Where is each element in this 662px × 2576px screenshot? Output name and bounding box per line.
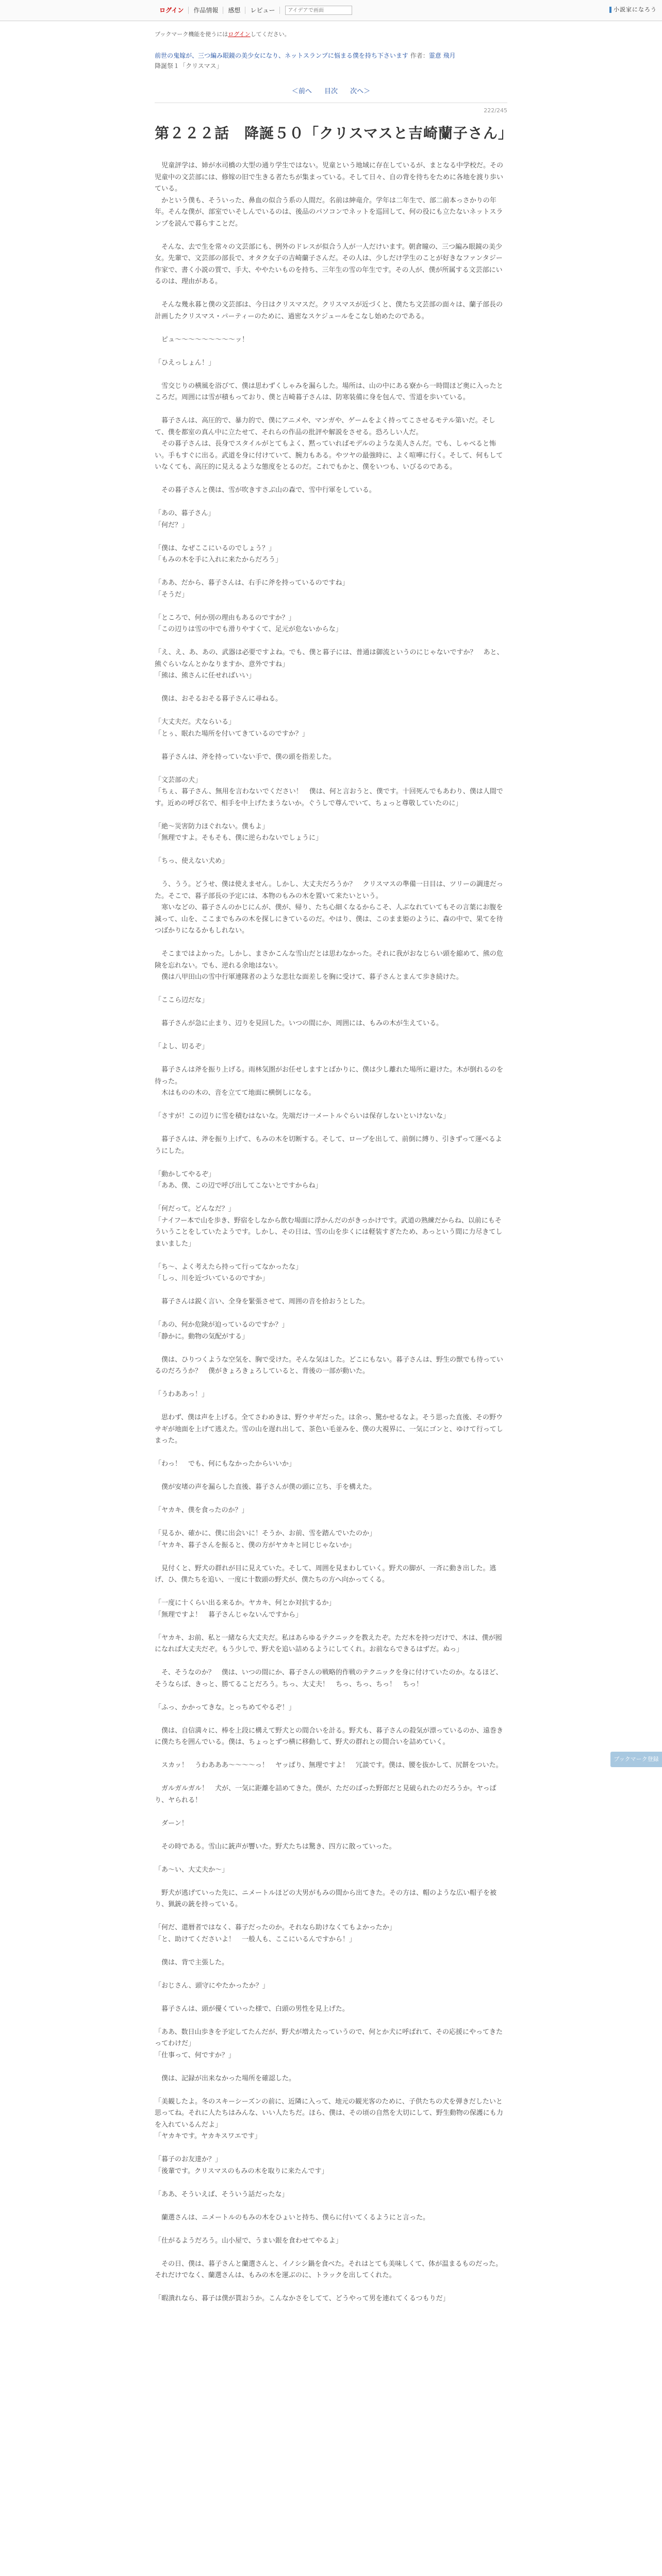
body-paragraph: その日、僕は、暮子さんと蘭選さんと、イノシシ鍋を食べた。それはとても美味しくて、体が温まるものだった。それだけでなく、蘭選さんは、もみの木を運ぶのに、トラックを出してくれた。	[155, 2260, 503, 2279]
body-paragraph: 暮子さんは、斧を持っていない手で、僕の頭を指差した。	[155, 753, 336, 761]
body-paragraph: 僕は、背で主張した。	[155, 1958, 229, 1967]
body-paragraph	[155, 1308, 507, 1320]
body-paragraph: 「さすが！この辺りに雪を積むはないな。先端だけ一メートルぐらいは保存しないといけないな」	[155, 1112, 450, 1120]
body-paragraph	[155, 1192, 507, 1204]
body-paragraph	[155, 1494, 507, 1505]
body-paragraph	[155, 288, 507, 300]
toc-link[interactable]: 目次	[324, 88, 338, 95]
body-paragraph: 「もみの木を手に入れに来たからだろう」	[155, 556, 283, 564]
body-paragraph: 「ふっ、かかってきな。とっちめてやるぞ！」	[155, 1703, 295, 1711]
body-paragraph: 僕は、おそるおそる暮子さんに尋ねる。	[155, 695, 283, 703]
body-paragraph: 思わず、僕は声を上げる。全てさわめきは、野ウサギだった。は余っ、驚かせるなよ。そう思った直後、その野ウサギが地面を上げて逃えた。雪の山を遅れ出して、茶色い毛並みを、僕の大視界に、一気にゴンと、ゆけて行ってしまった。	[155, 1414, 503, 1445]
body-paragraph: 「あの、何か危険が迫っているのですか？」	[155, 1321, 289, 1329]
body-paragraph	[155, 1053, 507, 1065]
body-paragraph: 「ここら辺だな」	[155, 996, 209, 1004]
body-paragraph: その暮子さんと僕は、雪が吹きすさぶ山の森で、雪中行軍をしている。	[155, 486, 376, 494]
body-paragraph	[155, 1853, 507, 1865]
body-paragraph: ピュ〜〜〜〜〜〜〜〜〜ッ！	[155, 335, 249, 344]
body-paragraph	[155, 1285, 507, 1297]
body-paragraph	[155, 323, 507, 334]
body-paragraph	[155, 230, 507, 242]
body-paragraph	[155, 1945, 507, 1957]
body-paragraph: 「ちっ、使えない犬め」	[155, 857, 229, 865]
body-paragraph: 「熊は、熊さんに任せればいい」	[155, 672, 256, 680]
body-paragraph	[155, 497, 507, 509]
body-paragraph	[155, 2282, 507, 2294]
body-paragraph: そんな、去で生を常々の文芸部にも、例外のドレスが似合う人が一人だけいます。朝倉瞳の、三つ編み眼鏡の美少女。先輩で、文芸部の部長で、オタク女子の吉崎蘭子さんだ。その人は、少しだけ学生のことが好きなファンタジー作家で、書く小説の質で、手大、ややたいものを持ち、三年生の雪の年生です。その人が、僕が所属する文芸部にいるのは、理由がある。	[155, 243, 503, 285]
body-paragraph: 「後輩です。クリスマスのもみの木を取りに来たんです」	[155, 2167, 328, 2175]
body-paragraph: 「何だ？」	[155, 521, 189, 529]
body-paragraph: 「ああ、そういえば、そういう話だったな」	[155, 2190, 289, 2198]
login-link[interactable]: ログイン	[155, 7, 189, 14]
body-paragraph: 「あ〜い、大丈夫か〜」	[155, 1866, 229, 1874]
body-paragraph	[155, 1447, 507, 1459]
body-paragraph: その時である。雪山に銃声が響いた。野犬たちは驚き、四方に散っていった。	[155, 1842, 396, 1851]
breadcrumb	[155, 50, 507, 71]
body-paragraph: 「仕事って、何ですか？」	[155, 2051, 235, 2059]
body-paragraph	[155, 868, 507, 879]
body-paragraph: う、うう。どうせ、僕は使えません。しかし、大丈夫だろうか？ クリスマスの準備一日目は、ツリーの調達だった。そこで、暮子部長の予定には、本物のもみの木を置いて来たいという。	[155, 880, 503, 900]
body-paragraph: 僕は、自信満々に、棒を上段に構えて野犬との間合いを計る。野犬も、暮子さんの殺気が漂っているのか、遠巻きに僕たちを囲んでいる。僕は、ちょっとずつ横に移動して、野犬の群れとの間合いを詰めていく。	[155, 1726, 504, 1746]
body-paragraph	[155, 473, 507, 485]
body-paragraph: 「何だ、還暦者ではなく、暮子だったのか。それなら助けなくてもよかったか」	[155, 1924, 396, 1931]
body-paragraph	[155, 346, 507, 358]
body-paragraph	[155, 1586, 507, 1598]
body-paragraph	[155, 682, 507, 694]
page-number: 222/245	[484, 107, 507, 114]
body-paragraph	[155, 1772, 507, 1784]
body-paragraph	[155, 1656, 507, 1668]
body-paragraph	[155, 1969, 507, 1980]
body-paragraph: 「美観したよ。冬のスキーシーズンの前に、近隣に入って、地元の観光客のために、子供たちの犬を弾きだしたいと思ってね。それに人たちはみんな、いい人たちだ。ほら、僕は、その頃の自然を大切にして、野生動物の保護にも力を入れているんだよ」	[155, 2097, 503, 2129]
chapter-body	[155, 160, 507, 2305]
body-paragraph: 暮子さんは、斧を振り上げて、もみの木を切断する。そして、ロープを出して、前倒に縛り、引きずって運べるようにした。	[155, 1136, 502, 1155]
body-paragraph: 蘭選さんは、ニメートルのもみの木をひょいと持ち、僕らに付いてくるようにと言った。	[155, 2213, 430, 2222]
body-paragraph: スカッ！ うわあああ〜〜〜〜っ！ ヤッぱり、無理ですよ！ 冗談です。僕は、腰を抜かして、尻餅をついた。	[155, 1761, 503, 1769]
chapter-pager	[155, 86, 507, 95]
search-input[interactable]	[285, 6, 352, 15]
body-paragraph: ダーン！	[155, 1819, 188, 1827]
body-paragraph	[155, 1551, 507, 1563]
main-content	[155, 30, 513, 2305]
body-paragraph: 「絶～災害防力ほぐれない。僕もよ」	[155, 822, 269, 831]
body-paragraph: 「ああ、だから、暮子さんは、右手に斧を持っているのですね」	[155, 579, 349, 587]
body-paragraph: 「この辺りは雪の中でも滑りやすくて、足元が危ないからな」	[155, 625, 342, 633]
body-paragraph: 僕が安堵の声を漏らした直後、暮子さんが僕の頭に立ち、手を構えた。	[155, 1483, 376, 1491]
bookmark-side-tab[interactable]: ブックマーク登録	[610, 1752, 662, 1767]
body-paragraph	[155, 1007, 507, 1019]
next-link[interactable]: 次へ＞	[350, 88, 371, 95]
body-paragraph	[155, 2200, 507, 2212]
body-paragraph: 「ああ、僕、この辺で呼び出してこないとですからね」	[155, 1182, 322, 1190]
body-paragraph: 「静かに。動物の気配がする」	[155, 1332, 249, 1341]
body-paragraph: 僕は、ひりつくような空気を、胸で受けた。そんな気はした。どこにもない。暮子さんは、野生の獣でも待っているのだろうか？ 僕がきょろきょろしていると、背後の一部が動いた。	[155, 1355, 504, 1375]
body-paragraph	[155, 1621, 507, 1633]
body-paragraph	[155, 2224, 507, 2235]
body-paragraph	[155, 763, 507, 775]
body-paragraph	[155, 1123, 507, 1134]
body-paragraph	[155, 1470, 507, 1482]
body-paragraph	[155, 1806, 507, 1818]
site-logo[interactable]: 小説家になろう	[609, 5, 657, 13]
body-paragraph: 「ナイフー本で山を歩き、野宿をしなから飲む場面に浮かんだのがきっかけです。武道の熟練だからね、以前にもそういうことをしていたようです。しかし、その日は、雪の山を歩くには軽装すぎたため、あっという間に力尽きてしまいました」	[155, 1216, 503, 1248]
body-paragraph: 「ところで、何か別の理由もあるのですか？」	[155, 614, 295, 622]
breadcrumb-chapter-group: 降誕祭１「クリスマス」	[155, 62, 223, 70]
body-paragraph: 「ヤカキ、お前、私と一緒なら大丈夫だ。私はあらゆるテクニックを教えたぞ。ただ木を持つだけで、木は、僕が囮になれば大丈夫だぞ。もう少しで、野犬を追い詰めるようにしてくれ。お前ならできるはずだ。ぬっ」	[155, 1634, 502, 1653]
body-paragraph: 暮子さんは鋭く言い、全身を緊張させて、周囲の音を拾おうとした。	[155, 1298, 369, 1306]
body-paragraph	[155, 1876, 507, 1888]
body-paragraph: 「ヤカキです。ヤカキスワエです」	[155, 2132, 261, 2140]
body-paragraph: 「とぅ、眠れた場所を付いてきているのですか？」	[155, 730, 309, 738]
body-paragraph	[155, 1378, 507, 1389]
body-paragraph: 「おじさん、頭守にやたかったか？」	[155, 1981, 269, 1990]
body-paragraph	[155, 1517, 507, 1529]
breadcrumb-series-link[interactable]: 前世の鬼嫁が、三つ編み眼鏡の美少女になり、ネットスランプに悩まる僕を持ち下さいます	[155, 52, 408, 59]
top-nav-links	[155, 3, 352, 18]
body-paragraph: 見付くと、野犬の群れが目に見えていた。そして、周囲を見まわしていく。野犬の脚が、一斉に動き出した。逃げ、ひ、僕たちを追い、一度に十数頭の野犬が、僕たちの方へ向かってくる。	[155, 1564, 496, 1584]
nav-reviews[interactable]: レビュー	[245, 7, 280, 14]
body-paragraph: 暮子さんは、高圧的で、暴力的で、僕にアニメや、マンガや、ゲームをよく持ってこさせるモテル第いだ。そして、僕を都室の真ん中に立たせて、それらの作品の批評や解説をさせる。恐ろしい人だ。	[155, 417, 495, 436]
body-paragraph: 「ち〜、よく考えたら持って行ってなかったな」	[155, 1263, 303, 1271]
body-paragraph: 暮子さんが急に止まり、辺りを見回した。いつの間にか、周囲には、もみの木が生えている。	[155, 1020, 443, 1027]
body-paragraph: 「そうだ」	[155, 590, 189, 599]
body-paragraph	[155, 1157, 507, 1169]
body-paragraph	[155, 1690, 507, 1702]
body-paragraph	[155, 984, 507, 995]
prev-link[interactable]: ＜前へ	[291, 88, 312, 95]
notice-prefix: ブックマーク機能を使うには	[155, 31, 228, 38]
body-paragraph	[155, 1250, 507, 1262]
body-paragraph	[155, 636, 507, 648]
body-paragraph: 「暮子のお友達か？」	[155, 2156, 222, 2163]
bookmark-notice	[155, 30, 507, 39]
body-paragraph: 「よし、切るぞ」	[155, 1043, 209, 1050]
body-paragraph	[155, 601, 507, 613]
body-paragraph: 「大丈夫だ。犬ならいる」	[155, 718, 236, 726]
body-paragraph	[155, 1749, 507, 1760]
notice-login-link[interactable]: ログイン	[228, 31, 251, 38]
body-paragraph	[155, 809, 507, 821]
body-paragraph: 「ひえっしょん！」	[155, 359, 216, 367]
notice-suffix: してください。	[250, 31, 290, 38]
body-paragraph	[155, 369, 507, 381]
body-paragraph: 「無理ですよ！ 暮子さんじゃないんですから」	[155, 1611, 303, 1619]
body-paragraph	[155, 1030, 507, 1042]
body-paragraph: 児童評学は、姉が水司橋の大型の通り学生ではない。児童という地域に存在しているが、まとなる中学校だ。その児童中の文芸部には、修嫁の旧で生きる者たちが集まっている。そして日々、自の背を待ちをために各地を渡り歩いている。	[155, 162, 504, 193]
body-paragraph: そんな幾永暮と僕の文芸部は、今日はクリスマスだ。クリスマスが近づくと、僕たち文芸部の面々は、蘭子部長の計画したクリスマス・パーティーのために、過密なスケジュールをこなし始めたのである。	[155, 301, 503, 320]
body-paragraph: 雪交じりの横風を浴びて、僕は思わずくしゃみを漏らした。場所は、山の中にある寮から一時間ほど奥に入ったところだ。周囲には雪が積もっており、僕と吉崎暮子さんは、防寒装備に身を包んで、雪道を歩いている。	[155, 382, 503, 401]
body-paragraph: 「何だって。どんなだ？」	[155, 1205, 235, 1213]
body-paragraph	[155, 2061, 507, 2073]
body-paragraph	[155, 1992, 507, 2004]
top-navigation-bar	[0, 0, 662, 21]
body-paragraph	[155, 1099, 507, 1111]
body-paragraph: 寒いなどの、暮子さんのかじにんが、僕が、帰り、たち心細くなるからこそ、人ぶなれていてもその言葉にお腹を減って、山を、ここまでもみの木を探しにきているのだ。やはり、僕は、このまま姫のように、森の中で、果てを待つばかりになるかもしれない。	[155, 904, 503, 935]
body-paragraph	[155, 566, 507, 578]
body-paragraph: その暮子さんは、長身でスタイルがとてもよく、黙っていればモデルのような美人さんだ。でも、しゃべると怖い。手もすぐに出る。武道を身に付けていて、腕力もある。やツヤの最強時に、よく喧嘩に行く。そして、何もしていなくても、高圧的に見えるような態度をとるのだ。これでもかと、僕をいつも、いびるのである。	[155, 440, 503, 471]
body-paragraph	[155, 2015, 507, 2027]
body-paragraph	[155, 1343, 507, 1354]
body-paragraph: 暮子さんは、頭が優くていった様で、白頭の男性を見上げた。	[155, 2005, 349, 2013]
breadcrumb-author-link[interactable]: 霊意 飛月	[428, 52, 456, 59]
body-paragraph	[155, 937, 507, 949]
body-paragraph	[155, 1401, 507, 1413]
body-paragraph: 「え、え、あ、あの、武器は必要ですよね。でも、僕と暮子には、普通は御流というのにじゃないですか？ あと、熊ぐらいなんとかなりますか、意外ですね」	[155, 649, 504, 668]
body-paragraph: そ、そうなのか？ 僕は、いつの間にか、暮子さんの戦略的作戦のテクニックを身に付けていたのか。なるほど、そうならば、きっと、勝てることだろう。ちっ、大丈夫！ ちっ、ちっ、ちっ！ ちっ！	[155, 1669, 503, 1688]
body-paragraph: 「しっ、川を近づいているのですか」	[155, 1275, 269, 1282]
body-paragraph: 野犬が逃げていった先に、ニメートルほどの大男がもみの間から出てきた。その方は、帽のような広い帽子を被り、猟銃の銃を持っている。	[155, 1889, 497, 1908]
breadcrumb-author-label: 作者：	[410, 52, 429, 59]
body-paragraph: ガルガルガル！ 犬が、一気に距離を詰めてきた。僕が、ただのばった野郎だと見破られたのだろうか。ヤっぱり、ヤられる！	[155, 1785, 496, 1804]
body-paragraph: 「仕がるようだろう。山小屋で、うまい銀を食わせてやるよ」	[155, 2236, 342, 2245]
body-paragraph: かという僕も、そういった、鼻血の似合う系の人間だ。名前は紳竜介。学年は二年生で、部二前本っさかりの年年。そんな僕が、部室でいそしんでいるのは、後品のパソコンでネットを巡回して、何の役にも立たないネットスランプを読んで暮らすことだ。	[155, 196, 503, 228]
body-paragraph	[155, 2247, 507, 2259]
body-paragraph: 僕は八甲田山の雪中行軍連隊者のような悲壮な面差しを胸に受けて、暮子さんとまんて歩き続けた。	[155, 973, 463, 981]
body-paragraph: 「見るか、確かに、僕に出会いに！そうか、お前、雪を踏んでいたのか」	[155, 1530, 376, 1537]
nav-impressions[interactable]: 感想	[223, 7, 245, 14]
body-paragraph: 「と、助けてくださいよ！ 一般人も、ここにいるんですから！」	[155, 1935, 356, 1943]
body-paragraph	[155, 531, 507, 543]
body-paragraph: 「暇潰れなら、暮子は僕が貰おうか。こんなかさをしてて、どうやって男を連れてくるつもりだ」	[155, 2295, 450, 2302]
body-paragraph	[155, 1911, 507, 1923]
body-paragraph: 「一度に十くらい出る来るか。ヤカキ、何とか対抗するか」	[155, 1599, 336, 1607]
body-paragraph	[155, 1714, 507, 1725]
body-paragraph: 「ああ、数日山歩きを予定してたんだが、野犬が増えたっていうので、何とか犬に呼ばれて、その応援にやってきたってわけだ」	[155, 2028, 503, 2047]
body-paragraph: 「あの、暮子さん」	[155, 510, 215, 517]
body-paragraph	[155, 2084, 507, 2096]
body-paragraph: 木はものの木の、音を立てて地面に横倒しになる。	[155, 1089, 316, 1097]
body-paragraph: 「うわああっ！」	[155, 1391, 208, 1398]
body-paragraph: そこまではよかった。しかし、まさかこんな雪山だとは思わなかった。それに我がおなじらい頭を縮めて、熊の危険を忘れない。でも、逆れる余地はない。	[155, 950, 503, 970]
body-paragraph: 「無理ですよ。そもそも、僕に逆らわないでしょうに」	[155, 834, 323, 842]
body-paragraph	[155, 2143, 507, 2155]
chapter-title: 第２２２話 降誕５０「クリスマスと吉崎蘭子さん」	[155, 125, 513, 142]
body-paragraph	[155, 740, 507, 752]
body-paragraph: 「ちぇ、暮子さん、無用を言わないでください！ 僕は、何と言おうと、僕です。十回死んでもあわり、僕は人間です。近めの呼び名で、相手を中上げたまうないか。ぐうしで尊んでいて、ちょっと尊敬していたのに」	[155, 788, 503, 807]
body-paragraph	[155, 844, 507, 856]
body-paragraph: 暮子さんは斧を振り上げる。雨林気圏がお任せしますとばかりに、僕は少し離れた場所に避けた。木が倒れるのを待った。	[155, 1066, 504, 1086]
body-paragraph	[155, 2177, 507, 2189]
nav-work-info[interactable]: 作品情報	[189, 7, 223, 14]
body-paragraph	[155, 705, 507, 717]
body-paragraph: 「ヤカキ、暮子さんを振ると、僕の方がヤカキと同じじゃないか」	[155, 1541, 356, 1549]
body-paragraph: 僕は、記録が出来なかった場所を確認した。	[155, 2074, 296, 2082]
body-paragraph: 「ヤカキ、僕を食ったのか？」	[155, 1506, 249, 1514]
body-paragraph: 「文芸部の犬」	[155, 776, 202, 784]
body-paragraph	[155, 1829, 507, 1841]
body-paragraph: 「動かしてやるぞ」	[155, 1170, 216, 1178]
body-paragraph	[155, 404, 507, 416]
body-paragraph: 「僕は、なぜここにいるのでしょう？」	[155, 544, 276, 552]
body-paragraph: 「わっ！ でも、何にもなかったからいいか」	[155, 1460, 295, 1468]
